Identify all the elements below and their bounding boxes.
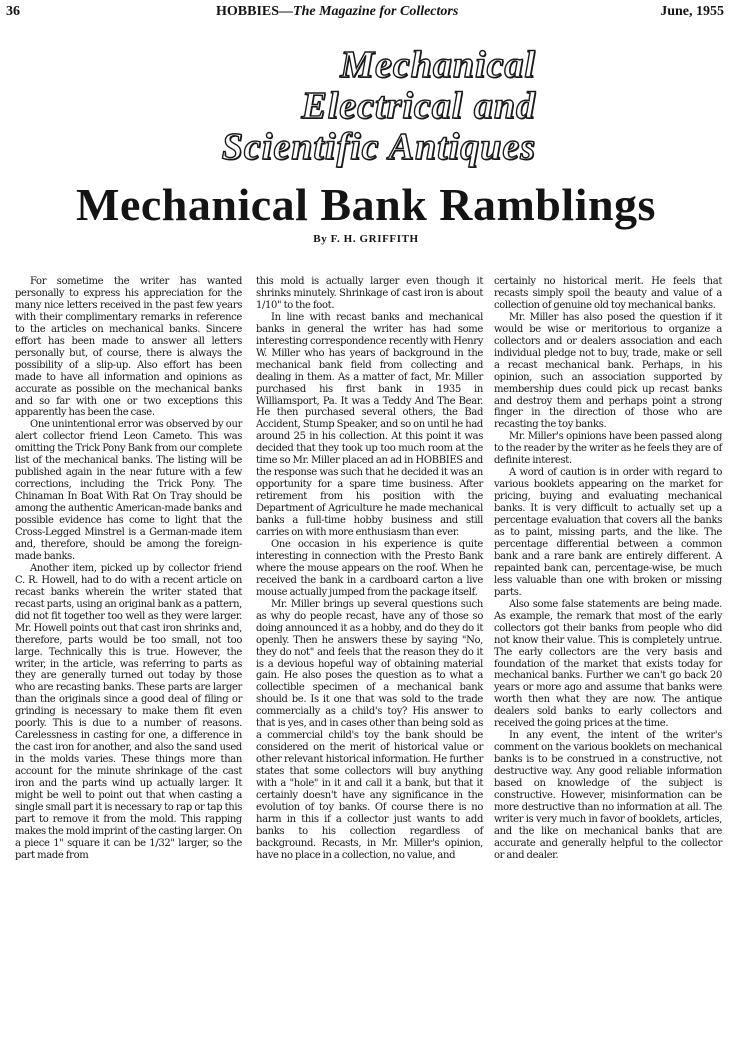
paragraph: certainly no historical merit. He feels that recasts simply spoil the beauty and value of a collection of genuine old toy mechanical banks. (494, 276, 722, 311)
magazine-name: HOBBIES— (216, 4, 294, 19)
paragraph: Also some false statements are being made. As example, the remark that most of the early collectors got their banks from people who did not know their value. This is completely untrue. The early collectors are the very basis and foundation of the market that exists today for mechanical banks. Further we can't go back 20 years or more ago and assume that banks were worth then what they are now. The antique dealers sold banks to early collectors and received the going prices at the time. (494, 598, 722, 730)
text-column-3 (494, 276, 722, 862)
text-column-2 (256, 276, 483, 862)
paragraph: A word of caution is in order with regard to various booklets appearing on the market for pricing, buying and evaluating mechanical banks. It is very difficult to actually set up a percentage evaluation that covers all the banks as to paint, missing parts, and the like. The percentage differential between a common bank and a rare bank are entirely different. A repainted bank can, percentage-wise, be much less valuable than one with broken or missing parts. (494, 467, 722, 598)
magazine-subtitle: The Magazine for Collectors (293, 4, 459, 19)
paragraph: Mr. Miller's opinions have been passed along to the reader by the writer as he feels they are of definite interest. (494, 431, 722, 467)
section-title-line-2: Electrical and (301, 85, 536, 127)
text-column-1 (15, 276, 242, 862)
paragraph: Another item, picked up by collector friend C. R. Howell, had to do with a recent article on recast banks wherein the writer stated that recast parts, using an original bank as a pattern, did not fit together too well as they were larger. Mr. Howell points out that cast iron shrinks and, therefore, parts would be too small, not too large. Technically this is true. However, the writer, in the article, was referring to parts as they are generally turned out today by those who are recasting banks. These parts are larger than the originals since a good deal of filing or grinding is necessary to make them fit even poorly. This is due to a number of reasons. Carelessness in casting for one, a difference in the cast iron for another, and also the sand used in the molds varies. These things more than account for the minute shrinkage of the cast iron and the parts wind up actually larger. It might be well to point out that when casting a single small part it is necessary to rap or tap this part to remove it from the mold. This rapping makes the mold imprint of the casting larger. On a piece 1" square it can be 1/32" larger, so the part made from (15, 562, 242, 861)
section-title-line-3: Scientific Antiques (221, 126, 536, 168)
paragraph: In line with recast banks and mechanical banks in general the writer has had some interesting correspondence recently with Henry W. Miller who has years of background in the mechanical bank field from collecting and dealing in them. As a matter of fact, Mr. Miller purchased his first bank in 1935 in Williamsport, Pa. It was a Teddy And The Bear. He then purchased several others, the Bad Accident, Stump Speaker, and so on until he had around 25 in his collection. At this point it was decided that they took up too much room at the time so Mr. Miller placed an ad in HOBBIES and the response was such that he decided it was an opportunity for a spare time business. After retirement from his position with the Department of Agriculture he made mechanical banks a full-time hobby business and still carries on with more enthusiasm than ever. (256, 311, 483, 539)
section-title-line-1: Mechanical (340, 44, 536, 86)
article-byline: By F. H. GRIFFITH (313, 233, 419, 245)
paragraph: In any event, the intent of the writer's comment on the various booklets on mechanical banks is to be construed in a constructive, not destructive way. Any good reliable information based on knowledge of the subject is constructive. However, misinformation can be more destructive than no information at all. The writer is very much in favor of booklets, articles, and the like on mechanical banks that are accurate and generally helpful to the collector or and dealer. (494, 730, 722, 861)
paragraph: For sometime the writer has wanted personally to express his appreciation for the many nice letters received in the past few years with their complimentary remarks in reference to the articles on mechanical banks. Sincere effort has been made to answer all letters personally but, of course, there is always the possibility of a slip-up. Also effort has been made to have all information and opinions as accurate as possible on the mechanical banks and so far with one or two exceptions this apparently has been the case. (15, 276, 242, 419)
issue-date: June, 1955 (660, 4, 724, 19)
paragraph: One unintentional error was observed by our alert collector friend Leon Cameto. This was omitting the Trick Pony Bank from our complete list of the mechanical banks. The listing will be published again in the near future with a few corrections, including the Trick Pony. The Chinaman In Boat With Rat On Tray should be among the authentic American-made banks and possible evidence has come to light that the Cross-Legged Minstrel is a German-made item and, therefore, should be among the foreign-made banks. (15, 419, 242, 562)
magazine-title (216, 4, 458, 20)
paragraph: Mr. Miller has also posed the question if it would be wise or meritorious to organize a collectors and or dealers association and each individual pledge not to buy, trade, make or sell a recast mechanical bank. Perhaps, in his opinion, such an association supported by membership dues could pick up recast banks and destroy them and perhaps point a strong finger in the direction of those who are recasting the toy banks. (494, 311, 722, 431)
paragraph: this mold is actually larger even though it shrinks minutely. Shrinkage of cast iron is about 1/10" to the foot. (256, 276, 483, 311)
paragraph: One occasion in his experience is quite interesting in connection with the Presto Bank where the mouse appears on the roof. When he received the bank in a cardboard carton a live mouse actually jumped from the package itself. (256, 538, 483, 598)
page-header (6, 4, 724, 22)
paragraph: Mr. Miller brings up several questions such as why do people recast, have any of those so doing announced it as a hobby, and do they do it openly. Then he answers these by saying "No, they do not" and feels that the reason they do it is a devious hopeful way of obtaining material gain. He also poses the question as to what a collectible specimen of a mechanical bank should be. Is it one that was sold to the trade commercially as a child's toy? His answer to that is yes, and in cases other than being sold as a commercial child's toy the bank should be considered on the merit of historical value or other relevant historical information. He further states that some collectors will buy anything with a "hole" in it and call it a bank, but that it certainly doesn't have any significance in the evolution of toy banks. Of course there is no harm in this if a collector just wants to add banks to his collection regardless of background. Recasts, in Mr. Miller's opinion, have no place in a collection, no value, and (256, 598, 483, 861)
article-title: Mechanical Bank Ramblings (76, 179, 656, 230)
page-number: 36 (6, 4, 20, 19)
